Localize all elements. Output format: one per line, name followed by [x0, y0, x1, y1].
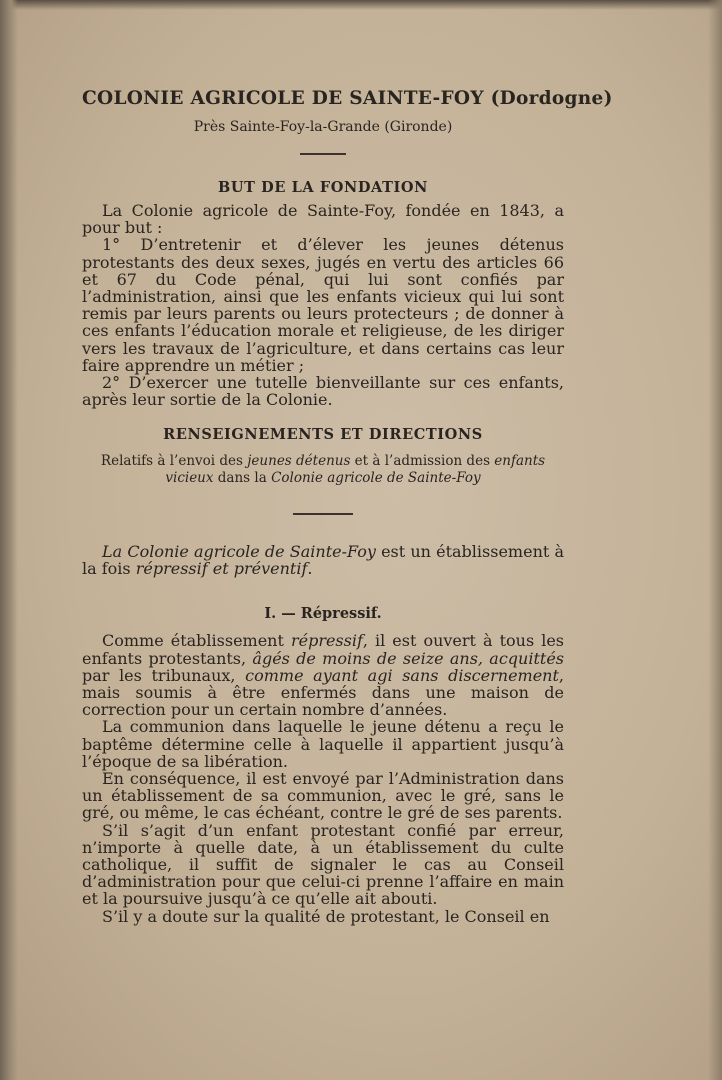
paragraph-point-1: 1° D’entretenir et d’élever les jeunes détenus protestants des deux sexes, jugés en vertu des articles 66 et 67 du Code pénal, qui lui sont confiés par l’administration, ainsi que les enfants vicieux qui lui sont remis par leurs parents ou leurs protecteurs ; de donner à ces enfants l’éducation morale et religieuse, de les diriger vers les travaux de l’agriculture, et dans certains cas leur faire apprendre un métier ;	[82, 235, 564, 375]
p1-text-d: âgés de moins de seize ans, acquittés	[252, 648, 565, 668]
notice-text-f: Colonie agricole de Sainte-Foy	[271, 470, 481, 487]
heading-repressif: I. — Répressif.	[264, 605, 382, 623]
page-top-edge	[0, 0, 722, 10]
page-right-edge	[708, 0, 722, 1080]
paragraph-repressif-1	[82, 632, 564, 718]
paragraph-repressif-3: En conséquence, il est envoyé par l’Administration dans un établissement de sa communion, avec le gré, sans le gré, ou même, le cas échéant, contre le gré de ses parents.	[82, 768, 564, 823]
p1-text-a: Comme établissement	[102, 631, 291, 651]
statement-text-c: répressif et préventif	[135, 559, 308, 579]
statement-text-a: La Colonie agricole de Sainte-Foy	[102, 541, 376, 561]
p1-text-f: comme ayant agi sans discernement	[245, 665, 559, 685]
notice-text-d: enfants vicieux	[165, 453, 546, 487]
paragraph-repressif-5: S’il y a doute sur la qualité de protestant, le Conseil en	[102, 906, 550, 926]
section-divider	[293, 513, 353, 515]
p1-text-b: répressif	[290, 631, 363, 651]
notice-text-c: et à l’admission des	[350, 453, 495, 470]
paragraph-repressif-2: La communion dans laquelle le jeune détenu a reçu le baptême détermine celle à laquelle il appartient jusqu’à l’époque de sa libération.	[82, 717, 564, 771]
paragraph-intro: La Colonie agricole de Sainte-Foy, fondée en 1843, a pour but :	[82, 201, 564, 238]
notice-text-b: jeunes détenus	[247, 453, 351, 470]
notice-text-e: dans la	[213, 470, 272, 487]
page-subtitle: Près Sainte-Foy-la-Grande (Gironde)	[193, 119, 453, 135]
page-title: COLONIE AGRICOLE DE SAINTE-FOY (Dordogne)	[82, 88, 613, 109]
notice-text-a: Relatifs à l’envoi des	[100, 453, 248, 470]
paragraph-repressif-4: S’il s’agit d’un enfant protestant confié par erreur, n’importe à quelle date, à un établissement du culte catholique, il suffit de signaler le cas au Conseil d’administration pour que celui-ci prenne l’affaire en main et la poursuive jusqu’à ce qu’elle ait abouti.	[82, 820, 564, 909]
paragraph-point-2: 2° D’exercer une tutelle bienveillante sur ces enfants, après leur sortie de la Colonie.	[82, 373, 564, 410]
renseignements-notice	[88, 453, 558, 487]
title-divider	[300, 153, 346, 155]
statement-text-b: est un établissement à la fois	[82, 541, 564, 579]
heading-renseignements: RENSEIGNEMENTS ET DIRECTIONS	[163, 426, 483, 444]
p1-text-g: , mais soumis à être enfermés dans une maison de correction pour un certain nombre d’années.	[82, 665, 565, 720]
page-content	[82, 88, 613, 926]
page-binding-edge	[0, 0, 18, 1080]
statement-text-d: .	[307, 559, 313, 579]
paragraph-statement	[82, 543, 564, 577]
p1-text-c: , il est ouvert à tous les enfants protestants,	[82, 631, 564, 668]
p1-text-e: par les tribunaux,	[82, 665, 246, 685]
heading-but-fondation: BUT DE LA FONDATION	[218, 179, 428, 196]
